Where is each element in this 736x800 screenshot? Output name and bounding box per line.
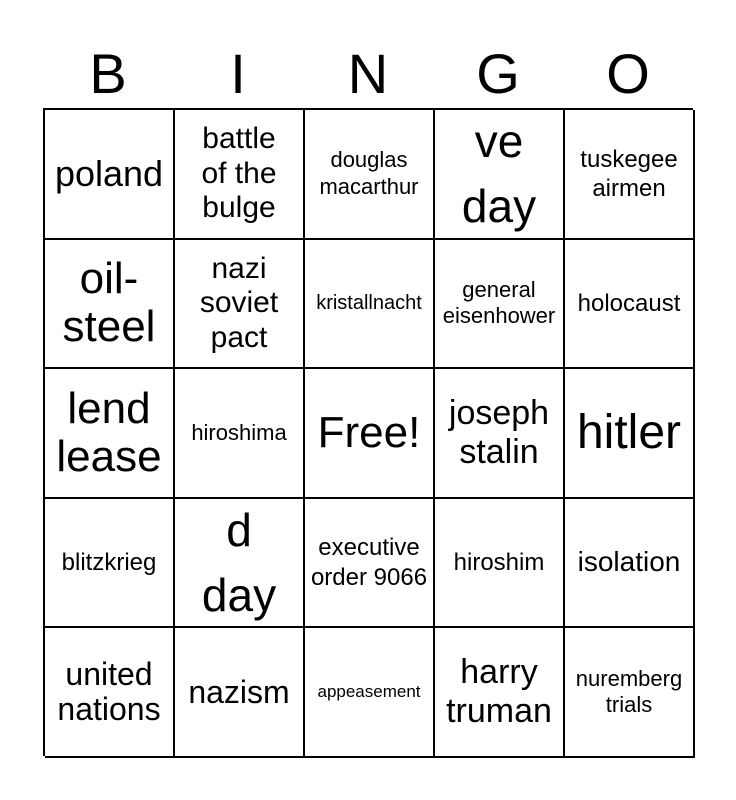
bingo-cell[interactable] <box>435 628 565 758</box>
header-letter-i: I <box>230 42 246 105</box>
bingo-cell[interactable] <box>305 628 435 758</box>
bingo-cell[interactable] <box>45 628 175 758</box>
bingo-cell[interactable] <box>305 369 435 499</box>
header-letter-g: G <box>476 42 520 105</box>
cell-text: tuskegee airmen <box>580 145 678 202</box>
bingo-cell[interactable] <box>435 110 565 240</box>
cell-text: oil-steel <box>62 254 156 352</box>
cell-text: kristallnacht <box>316 292 422 315</box>
bingo-cell[interactable] <box>565 499 695 629</box>
cell-text: united nations <box>57 655 161 728</box>
bingo-cell[interactable] <box>175 240 305 370</box>
cell-text: douglas macarthur <box>319 147 419 199</box>
bingo-cell[interactable] <box>435 240 565 370</box>
bingo-cell[interactable] <box>45 240 175 370</box>
bingo-cell[interactable] <box>175 628 305 758</box>
bingo-card-grid <box>43 108 693 756</box>
cell-text: joseph stalin <box>448 393 550 471</box>
cell-text: isolation <box>577 546 681 578</box>
bingo-cell[interactable] <box>45 369 175 499</box>
cell-text: lend lease <box>56 383 162 481</box>
cell-text: d day <box>201 504 277 621</box>
cell-text: ve day <box>461 115 537 232</box>
free-space-text: Free! <box>317 407 421 457</box>
cell-text: battle of the bulge <box>201 122 277 225</box>
bingo-cell[interactable] <box>565 110 695 240</box>
cell-text: nazism <box>188 673 290 710</box>
cell-text: blitzkrieg <box>61 548 157 576</box>
cell-text: nuremberg trials <box>575 665 683 718</box>
bingo-cell[interactable] <box>435 499 565 629</box>
bingo-header <box>43 40 693 108</box>
bingo-cell[interactable] <box>565 369 695 499</box>
bingo-cell[interactable] <box>175 369 305 499</box>
cell-text: hiroshima <box>191 419 287 445</box>
bingo-cell[interactable] <box>45 110 175 240</box>
bingo-cell[interactable] <box>175 110 305 240</box>
cell-text: general eisenhower <box>442 277 556 329</box>
bingo-cell[interactable] <box>305 110 435 240</box>
cell-text: hiroshim <box>453 548 545 576</box>
bingo-cell[interactable] <box>565 240 695 370</box>
cell-text: harry truman <box>446 653 552 731</box>
cell-text: hitler <box>576 405 682 459</box>
cell-text: appeasement <box>317 681 421 701</box>
cell-text: nazi soviet pact <box>199 251 279 354</box>
bingo-cell[interactable] <box>305 240 435 370</box>
bingo-cell[interactable] <box>565 628 695 758</box>
bingo-cell[interactable] <box>305 499 435 629</box>
bingo-cell[interactable] <box>175 499 305 629</box>
bingo-cell[interactable] <box>45 499 175 629</box>
header-letter-n: N <box>347 42 389 105</box>
header-letter-b: B <box>89 42 127 105</box>
bingo-cell[interactable] <box>435 369 565 499</box>
cell-text: holocaust <box>577 289 681 317</box>
cell-text: executive order 9066 <box>310 534 428 591</box>
header-letter-o: O <box>606 42 650 105</box>
cell-text: poland <box>54 153 164 194</box>
